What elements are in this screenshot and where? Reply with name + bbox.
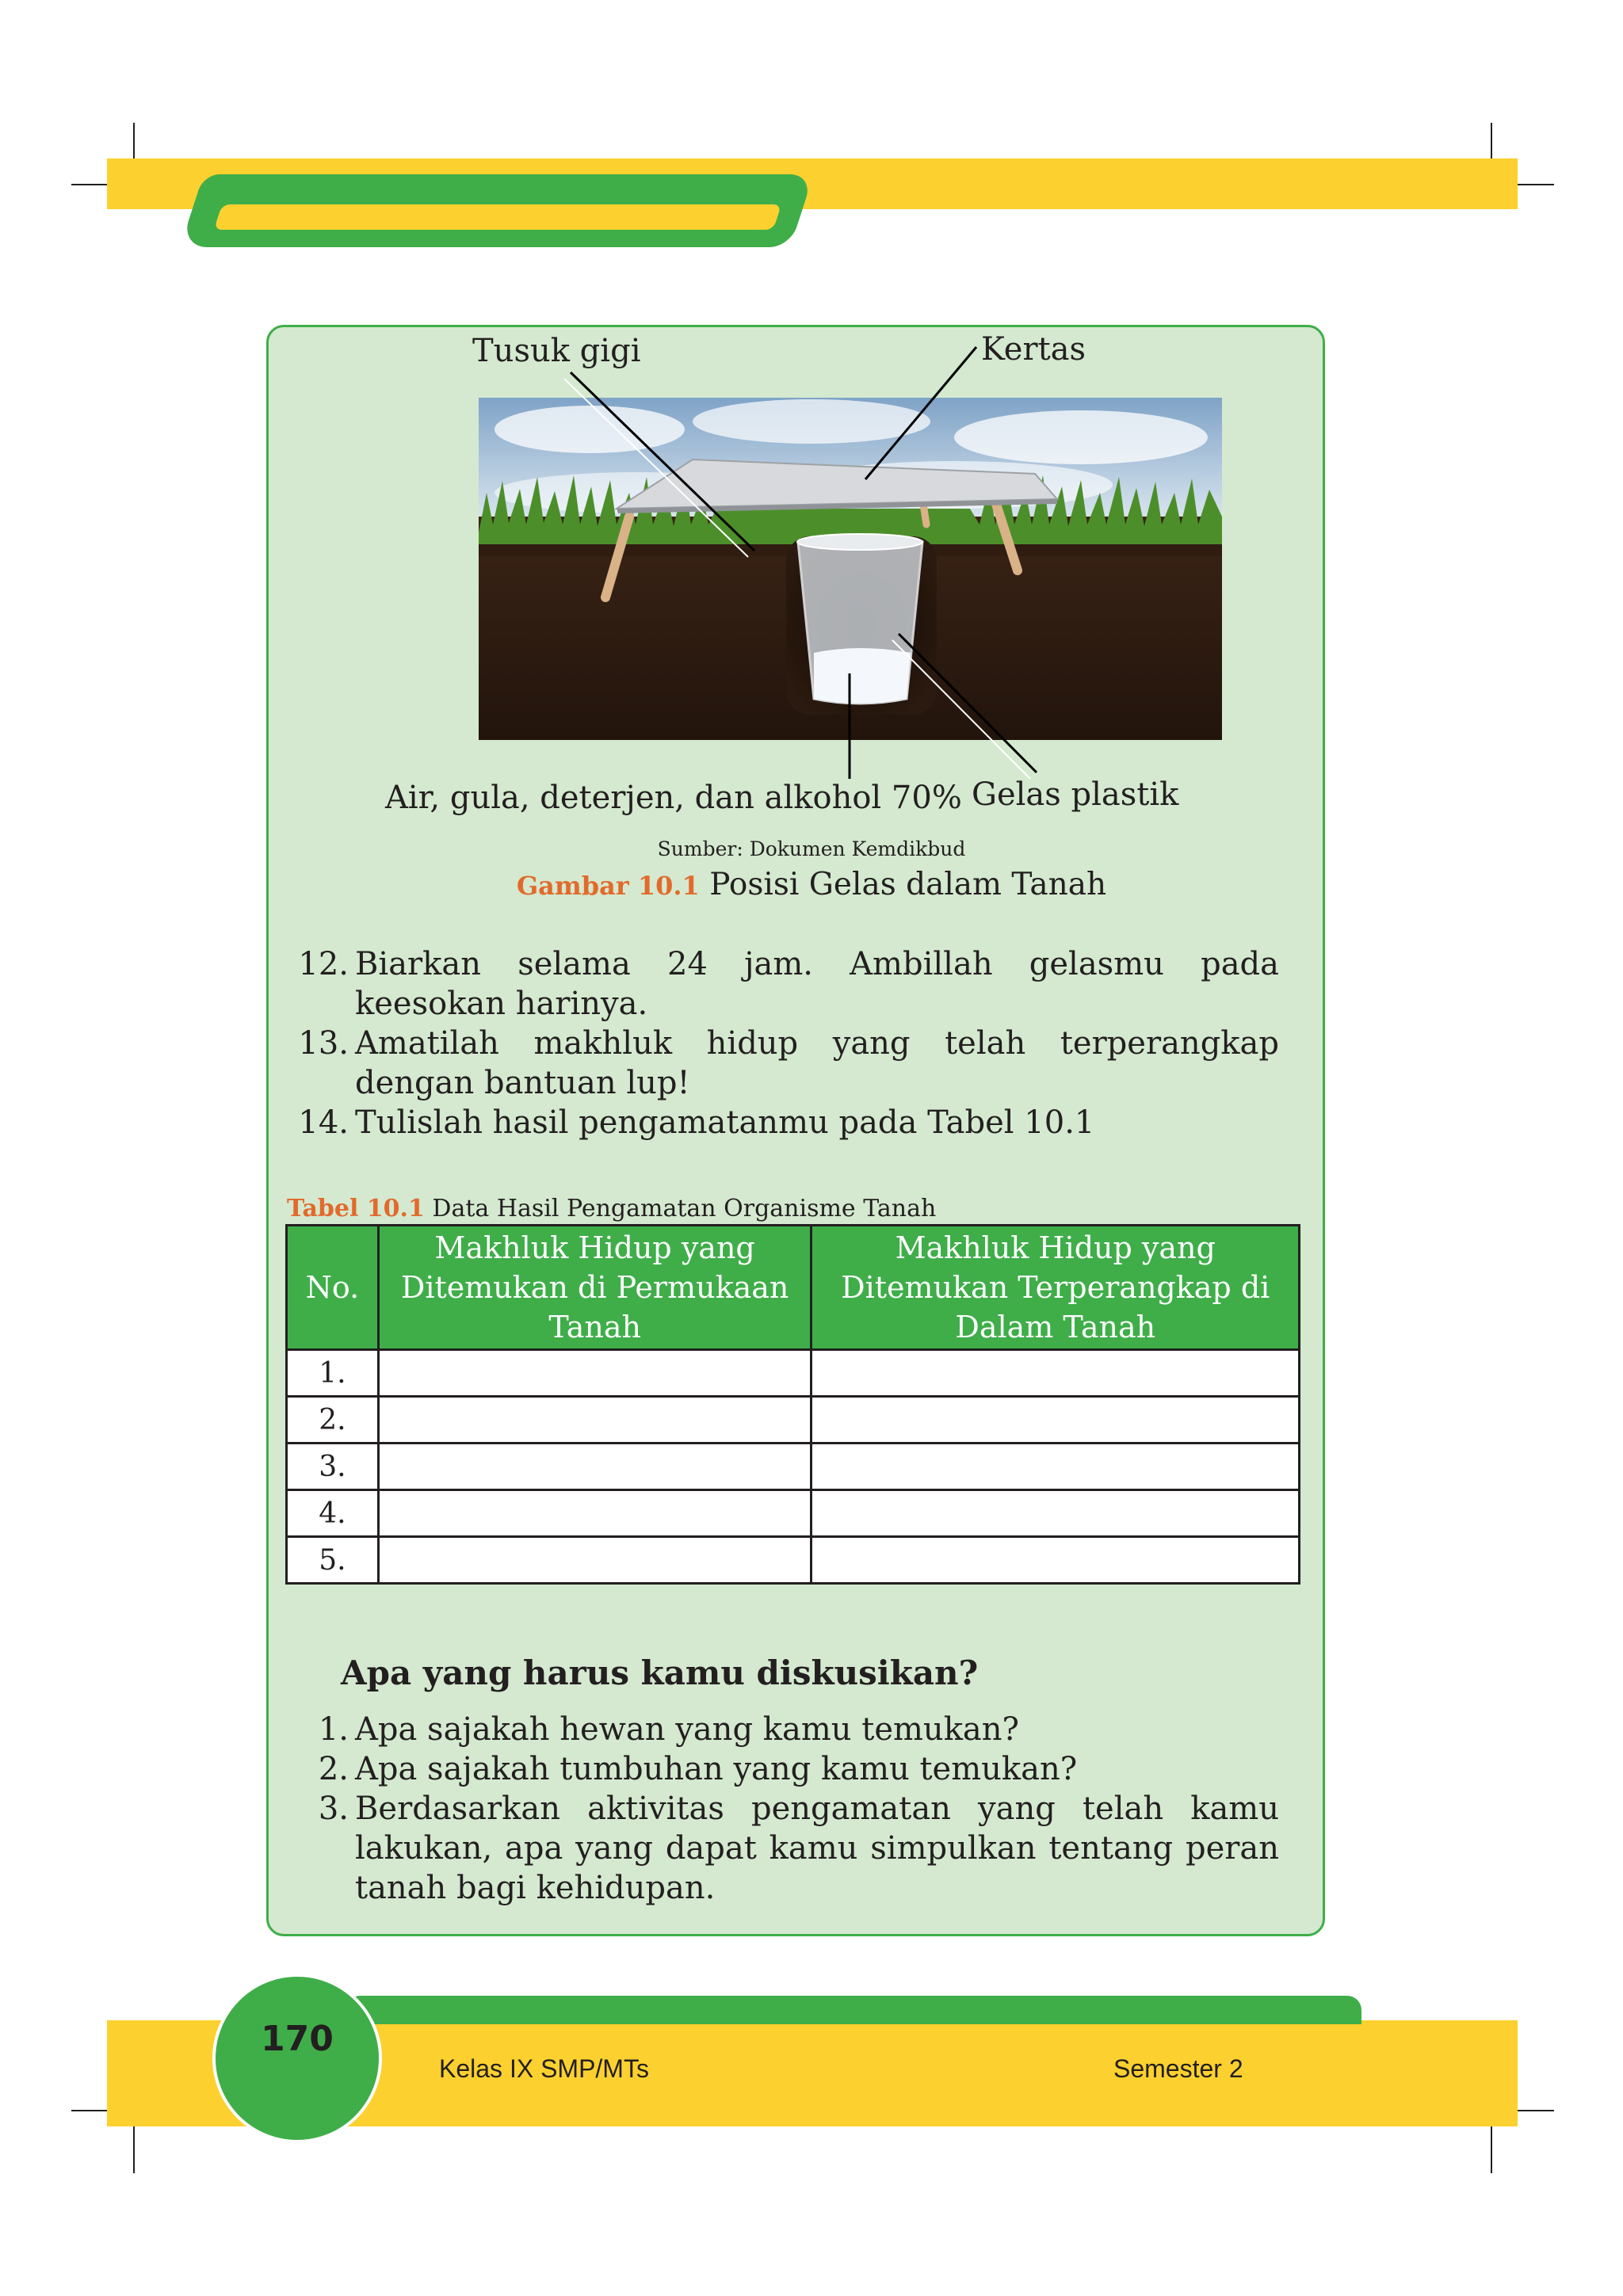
- page-number: 170: [261, 2019, 334, 2059]
- row-number: 3.: [287, 1444, 379, 1490]
- figure-source: Sumber: Dokumen Kemdikbud: [657, 837, 966, 860]
- label-cup: Gelas plastik: [972, 776, 1179, 813]
- row-number: 2.: [287, 1397, 379, 1444]
- table-number: Tabel 10.1: [287, 1195, 425, 1222]
- table-row: [287, 1490, 1300, 1537]
- row-number: 1.: [287, 1350, 379, 1397]
- step-number: 14.: [298, 1104, 349, 1141]
- step-number: 12.: [298, 946, 349, 982]
- list-item: [295, 1749, 1279, 1789]
- cell-trapped[interactable]: [812, 1537, 1300, 1584]
- label-liquid: Air, gula, deterjen, dan alkohol 70%: [385, 780, 962, 816]
- table-row: [287, 1444, 1300, 1490]
- table-title: [287, 1195, 936, 1222]
- cell-surface[interactable]: [378, 1537, 812, 1584]
- question-number: 2.: [318, 1751, 349, 1787]
- step-text: Tulislah hasil pengamatanmu pada Tabel 10.1: [355, 1104, 1095, 1141]
- cell-surface[interactable]: [378, 1444, 812, 1490]
- header-trapped: Makhluk Hidup yang Ditemukan Terperangkap di Dalam Tanah: [812, 1226, 1300, 1350]
- header-no: No.: [287, 1226, 379, 1350]
- step-text: Biarkan selama 24 jam. Ambillah gelasmu pada keesokan harinya.: [355, 946, 1279, 1022]
- row-number: 5.: [287, 1537, 379, 1584]
- question-text: Berdasarkan aktivitas pengamatan yang telah kamu lakukan, apa yang dapat kamu simpulkan tentang peran tanah bagi kehidupan.: [355, 1791, 1279, 1906]
- list-item: [295, 1024, 1279, 1103]
- question-text: Apa sajakah hewan yang kamu temukan?: [355, 1711, 1019, 1748]
- table-title-text: Data Hasil Pengamatan Organisme Tanah: [432, 1195, 937, 1222]
- list-item: [295, 1103, 1279, 1142]
- question-text: Apa sajakah tumbuhan yang kamu temukan?: [355, 1751, 1078, 1787]
- header-surface: Makhluk Hidup yang Ditemukan di Permukaan Tanah: [378, 1226, 812, 1350]
- question-number: 3.: [318, 1791, 349, 1827]
- cell-trapped[interactable]: [812, 1490, 1300, 1537]
- observation-table: [285, 1224, 1300, 1585]
- list-item: [295, 1710, 1279, 1749]
- cell-trapped[interactable]: [812, 1397, 1300, 1444]
- list-item: [295, 1789, 1279, 1908]
- table-header-row: [287, 1226, 1300, 1350]
- figure-caption: [0, 867, 1623, 902]
- step-number: 13.: [298, 1025, 349, 1062]
- footer-class-label: Kelas IX SMP/MTs: [439, 2054, 649, 2083]
- table-row: [287, 1397, 1300, 1444]
- leader-lines: [0, 0, 1623, 871]
- cell-surface[interactable]: [378, 1350, 812, 1397]
- label-paper: Kertas: [981, 331, 1086, 368]
- table-row: [287, 1537, 1300, 1584]
- table-row: [287, 1350, 1300, 1397]
- cell-trapped[interactable]: [812, 1444, 1300, 1490]
- row-number: 4.: [287, 1490, 379, 1537]
- discussion-heading: Apa yang harus kamu diskusikan?: [341, 1653, 979, 1692]
- figure-caption-text: Posisi Gelas dalam Tanah: [709, 867, 1107, 902]
- step-text: Amatilah makhluk hidup yang telah terperangkap dengan bantuan lup!: [355, 1025, 1279, 1101]
- label-toothpick: Tusuk gigi: [472, 333, 641, 369]
- footer-semester: Semester 2: [1113, 2054, 1243, 2083]
- list-item: [295, 944, 1279, 1024]
- cell-trapped[interactable]: [812, 1350, 1300, 1397]
- footer-bar: [349, 1996, 1361, 2024]
- cell-surface[interactable]: [378, 1397, 812, 1444]
- cell-surface[interactable]: [378, 1490, 812, 1537]
- figure-number: Gambar 10.1: [516, 871, 700, 901]
- question-number: 1.: [318, 1711, 349, 1748]
